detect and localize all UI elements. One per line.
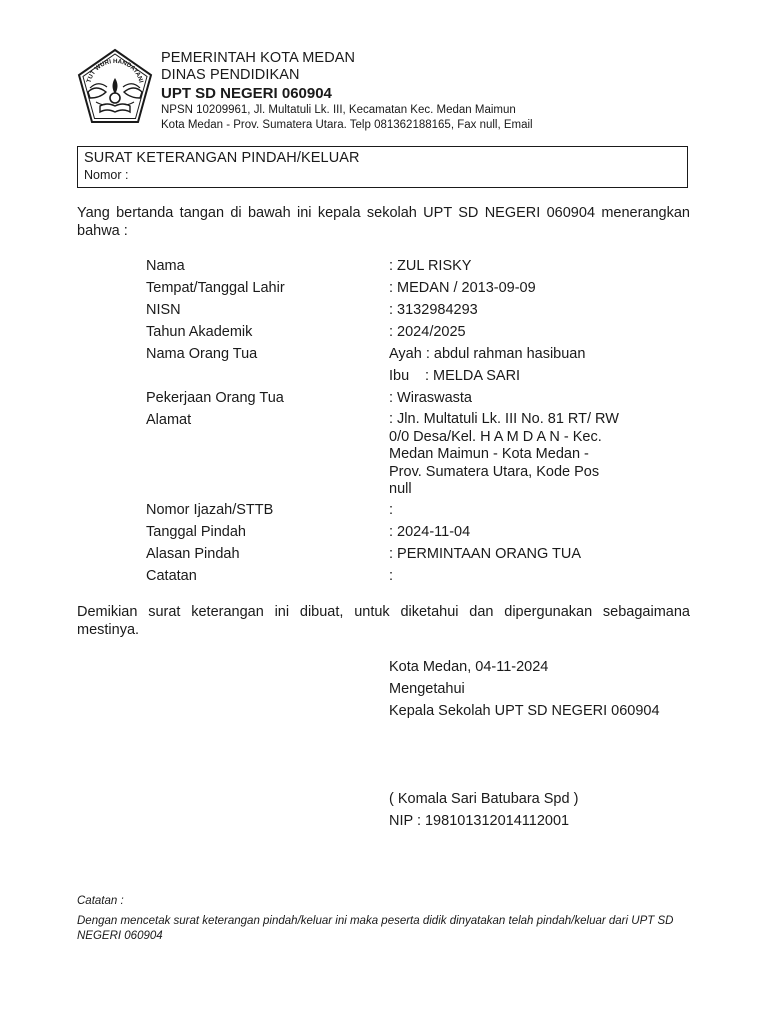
government-name: PEMERINTAH KOTA MEDAN — [161, 50, 356, 66]
field-value: : 2024/2025 — [389, 324, 466, 340]
signatory-name: ( Komala Sari Batubara Spd ) — [389, 791, 579, 807]
field-label: Nama — [146, 258, 185, 274]
footer-note-text: Dengan mencetak surat keterangan pindah/keluar ini maka peserta didik dinyatakan telah pindah/keluar dari UPT SD NEGERI 060904 — [77, 915, 674, 942]
field-label: Tempat/Tanggal Lahir — [146, 280, 285, 296]
intro-paragraph: Yang bertanda tangan di bawah ini kepala sekolah UPT SD NEGERI 060904 menerangkan bahwa : — [77, 205, 690, 239]
tut-wuri-handayani-logo — [76, 48, 154, 126]
field-label: Nama Orang Tua — [146, 346, 258, 362]
field-value: : — [389, 568, 394, 584]
department-name: DINAS PENDIDIKAN — [161, 67, 300, 83]
letter-title: SURAT KETERANGAN PINDAH/KELUAR — [84, 150, 360, 166]
school-address-line2: Kota Medan - Prov. Sumatera Utara. Telp 081362188165, Fax null, Email — [161, 119, 533, 131]
letterhead — [161, 50, 533, 133]
field-value: : 2024-11-04 — [389, 524, 471, 540]
field-label: Pekerjaan Orang Tua — [146, 390, 284, 406]
signature-position: Kepala Sekolah UPT SD NEGERI 060904 — [389, 703, 660, 719]
field-label: Tahun Akademik — [146, 324, 253, 340]
letter-number: Nomor : — [84, 168, 129, 182]
closing-paragraph: Demikian surat keterangan ini dibuat, untuk diketahui dan dipergunakan sebagaimana mestinya. — [77, 604, 690, 638]
field-label: NISN — [146, 302, 181, 318]
letter-title-box — [77, 146, 688, 188]
signatory-nip: NIP : 198101312014112001 — [389, 813, 570, 829]
field-label: Nomor Ijazah/STTB — [146, 502, 274, 518]
field-label: Catatan — [146, 568, 197, 584]
field-label: Alamat — [146, 412, 192, 428]
field-value: : Jln. Multatuli Lk. III No. 81 RT/ RW 0/0 Desa/Kel. H A M D A N - Kec. Medan Maimun - Kota Medan - Prov. Sumatera Utara, Kode Pos null — [389, 411, 619, 497]
field-value: : ZUL RISKY — [389, 258, 472, 274]
field-label: Tanggal Pindah — [146, 524, 246, 540]
field-value: Ayah : abdul rahman hasibuan — [389, 346, 586, 362]
field-value: : — [389, 502, 394, 518]
signature-place-date: Kota Medan, 04-11-2024 — [389, 659, 549, 675]
school-address-line1: NPSN 10209961, Jl. Multatuli Lk. III, Kecamatan Kec. Medan Maimun — [161, 104, 516, 116]
field-value: : 3132984293 — [389, 302, 478, 318]
field-label: Alasan Pindah — [146, 546, 240, 562]
school-name: UPT SD NEGERI 060904 — [161, 85, 332, 102]
footer-note-title: Catatan : — [77, 895, 124, 907]
svg-text:TUT WURI HANDAYANI: TUT WURI HANDAYANI — [85, 57, 145, 84]
field-value: : MEDAN / 2013-09-09 — [389, 280, 536, 296]
mother-name: : MELDA SARI — [425, 368, 521, 384]
field-value: : PERMINTAAN ORANG TUA — [389, 546, 582, 562]
mother-value — [389, 365, 520, 387]
mother-label: Ibu — [389, 368, 410, 384]
signature-acknowledge: Mengetahui — [389, 681, 465, 697]
field-value: : Wiraswasta — [389, 390, 472, 406]
